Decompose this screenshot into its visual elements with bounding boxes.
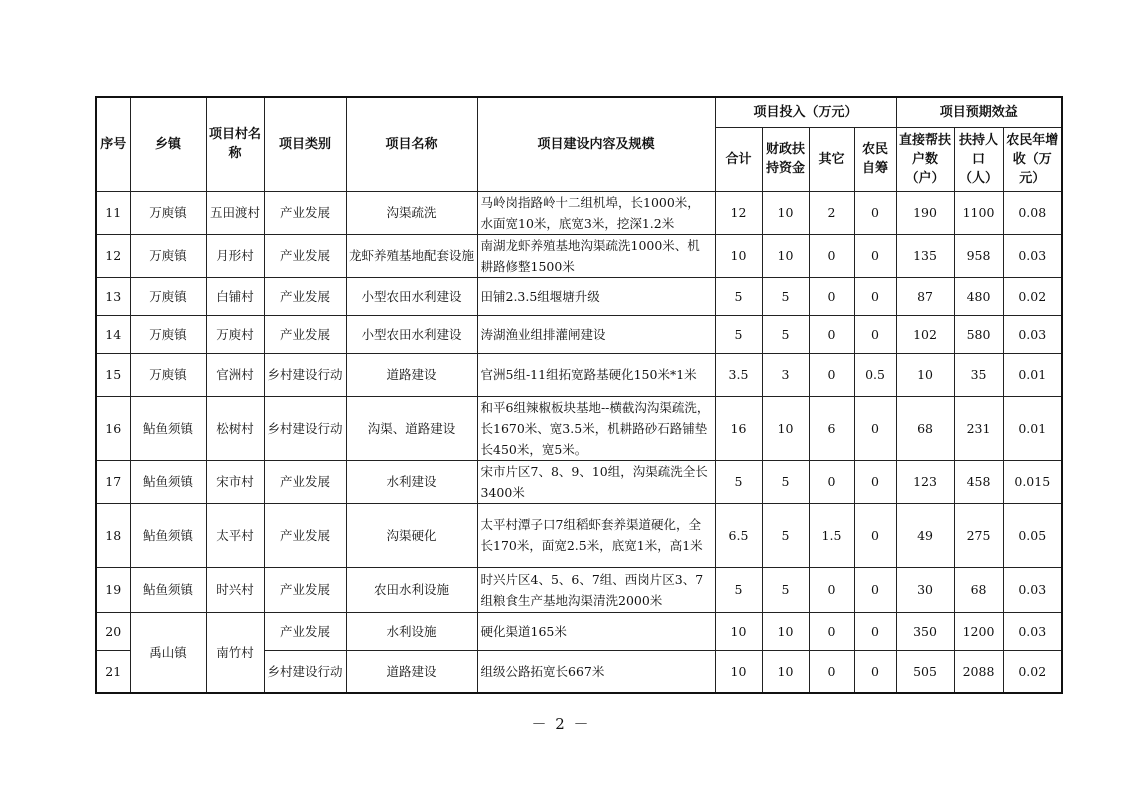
cell-village: 月形村 [206,234,264,277]
cell-total: 16 [715,396,762,460]
cell-farmer: 0 [854,315,896,353]
cell-seq: 12 [96,234,130,277]
cell-category: 产业发展 [264,315,346,353]
cell-village: 南竹村 [206,612,264,693]
cell-fiscal: 10 [762,191,809,234]
cell-content: 宋市片区7、8、9、10组，沟渠疏洗全长3400米 [477,460,715,503]
header-fiscal: 财政扶持资金 [762,127,809,191]
cell-fiscal: 10 [762,612,809,650]
cell-seq: 17 [96,460,130,503]
cell-fiscal: 10 [762,234,809,277]
cell-town: 万庾镇 [130,353,206,396]
cell-income: 0.01 [1003,396,1062,460]
page-number: － 2 － [531,715,591,733]
header-farmer: 农民自筹 [854,127,896,191]
header-other: 其它 [809,127,854,191]
cell-income: 0.015 [1003,460,1062,503]
cell-total: 10 [715,234,762,277]
cell-fiscal: 5 [762,315,809,353]
cell-total: 3.5 [715,353,762,396]
cell-farmer: 0 [854,191,896,234]
cell-population: 35 [954,353,1003,396]
cell-village: 时兴村 [206,567,264,612]
cell-seq: 14 [96,315,130,353]
cell-category: 乡村建设行动 [264,396,346,460]
header-income: 农民年增收（万元） [1003,127,1062,191]
cell-town: 禹山镇 [130,612,206,693]
cell-farmer: 0 [854,277,896,315]
cell-farmer: 0 [854,612,896,650]
cell-content: 硬化渠道165米 [477,612,715,650]
cell-other: 6 [809,396,854,460]
cell-seq: 11 [96,191,130,234]
cell-category: 产业发展 [264,234,346,277]
cell-name: 小型农田水利建设 [346,277,477,315]
cell-town: 鲇鱼须镇 [130,460,206,503]
cell-content: 官洲5组-11组拓宽路基硬化150米*1米 [477,353,715,396]
cell-population: 68 [954,567,1003,612]
cell-name: 道路建设 [346,353,477,396]
cell-other: 2 [809,191,854,234]
cell-households: 123 [896,460,954,503]
header-investment: 项目投入（万元） [715,97,896,127]
table-row [96,503,1062,567]
cell-other: 0 [809,567,854,612]
cell-category: 乡村建设行动 [264,353,346,396]
cell-income: 0.03 [1003,315,1062,353]
header-population: 扶持人口（人） [954,127,1003,191]
header-category: 项目类别 [264,97,346,191]
cell-income: 0.05 [1003,503,1062,567]
cell-income: 0.03 [1003,567,1062,612]
cell-total: 5 [715,277,762,315]
cell-name: 水利设施 [346,612,477,650]
cell-village: 白铺村 [206,277,264,315]
cell-fiscal: 5 [762,277,809,315]
cell-name: 道路建设 [346,650,477,693]
cell-village: 松树村 [206,396,264,460]
cell-town: 万庾镇 [130,191,206,234]
cell-fiscal: 10 [762,396,809,460]
cell-population: 1100 [954,191,1003,234]
cell-village: 宋市村 [206,460,264,503]
cell-seq: 20 [96,612,130,650]
cell-content: 田铺2.3.5组堰塘升级 [477,277,715,315]
cell-seq: 19 [96,567,130,612]
cell-seq: 13 [96,277,130,315]
cell-content: 马岭岗指路岭十二组机埠，长1000米，水面宽10米，底宽3米，挖深1.2米 [477,191,715,234]
cell-income: 0.02 [1003,277,1062,315]
cell-fiscal: 5 [762,460,809,503]
cell-population: 458 [954,460,1003,503]
table-row [96,191,1062,234]
cell-total: 5 [715,567,762,612]
table-row [96,612,1062,650]
cell-other: 0 [809,353,854,396]
cell-name: 水利建设 [346,460,477,503]
table-row [96,396,1062,460]
table-row [96,353,1062,396]
cell-total: 10 [715,612,762,650]
cell-population: 231 [954,396,1003,460]
cell-other: 0 [809,277,854,315]
cell-seq: 15 [96,353,130,396]
header-content: 项目建设内容及规模 [477,97,715,191]
cell-category: 产业发展 [264,277,346,315]
cell-households: 68 [896,396,954,460]
cell-population: 480 [954,277,1003,315]
cell-households: 505 [896,650,954,693]
header-village: 项目村名称 [206,97,264,191]
cell-income: 0.01 [1003,353,1062,396]
cell-town: 鲇鱼须镇 [130,567,206,612]
cell-households: 49 [896,503,954,567]
cell-seq: 16 [96,396,130,460]
cell-category: 产业发展 [264,503,346,567]
cell-total: 5 [715,315,762,353]
project-table [95,96,1063,694]
table-row [96,234,1062,277]
cell-name: 龙虾养殖基地配套设施 [346,234,477,277]
cell-other: 0 [809,234,854,277]
cell-town: 鲇鱼须镇 [130,396,206,460]
cell-content: 组级公路拓宽长667米 [477,650,715,693]
cell-income: 0.02 [1003,650,1062,693]
cell-village: 太平村 [206,503,264,567]
cell-income: 0.08 [1003,191,1062,234]
cell-income: 0.03 [1003,234,1062,277]
cell-other: 0 [809,650,854,693]
cell-households: 135 [896,234,954,277]
cell-other: 0 [809,612,854,650]
cell-name: 农田水利设施 [346,567,477,612]
cell-households: 87 [896,277,954,315]
header-seq: 序号 [96,97,130,191]
cell-other: 0 [809,460,854,503]
cell-village: 五田渡村 [206,191,264,234]
cell-households: 102 [896,315,954,353]
cell-town: 鲇鱼须镇 [130,503,206,567]
cell-farmer: 0.5 [854,353,896,396]
cell-total: 6.5 [715,503,762,567]
cell-village: 官洲村 [206,353,264,396]
cell-farmer: 0 [854,460,896,503]
cell-category: 产业发展 [264,567,346,612]
cell-fiscal: 5 [762,503,809,567]
cell-population: 2088 [954,650,1003,693]
cell-town: 万庾镇 [130,277,206,315]
cell-households: 10 [896,353,954,396]
cell-category: 产业发展 [264,191,346,234]
cell-content: 南湖龙虾养殖基地沟渠疏洗1000米、机耕路修整1500米 [477,234,715,277]
table-row [96,460,1062,503]
cell-income: 0.03 [1003,612,1062,650]
header-name: 项目名称 [346,97,477,191]
table-row [96,277,1062,315]
cell-content: 涛湖渔业组排灌闸建设 [477,315,715,353]
cell-total: 10 [715,650,762,693]
cell-seq: 21 [96,650,130,693]
header-total: 合计 [715,127,762,191]
cell-fiscal: 3 [762,353,809,396]
cell-other: 1.5 [809,503,854,567]
cell-total: 5 [715,460,762,503]
cell-content: 太平村潭子口7组稻虾套养渠道硬化，全长170米，面宽2.5米，底宽1米，高1米 [477,503,715,567]
cell-farmer: 0 [854,503,896,567]
header-households: 直接帮扶户数（户） [896,127,954,191]
cell-households: 350 [896,612,954,650]
cell-other: 0 [809,315,854,353]
table-row [96,315,1062,353]
cell-households: 30 [896,567,954,612]
header-benefit: 项目预期效益 [896,97,1062,127]
cell-seq: 18 [96,503,130,567]
cell-category: 产业发展 [264,460,346,503]
cell-farmer: 0 [854,234,896,277]
cell-name: 沟渠疏洗 [346,191,477,234]
cell-fiscal: 10 [762,650,809,693]
cell-population: 1200 [954,612,1003,650]
cell-population: 580 [954,315,1003,353]
cell-farmer: 0 [854,650,896,693]
cell-farmer: 0 [854,567,896,612]
cell-total: 12 [715,191,762,234]
cell-content: 时兴片区4、5、6、7组、西岗片区3、7组粮食生产基地沟渠清洗2000米 [477,567,715,612]
cell-content: 和平6组辣椒板块基地--横截沟沟渠疏洗，长1670米、宽3.5米，机耕路砂石路铺垫长450米，宽5米。 [477,396,715,460]
cell-name: 沟渠硬化 [346,503,477,567]
cell-town: 万庾镇 [130,234,206,277]
cell-fiscal: 5 [762,567,809,612]
header-town: 乡镇 [130,97,206,191]
cell-population: 958 [954,234,1003,277]
cell-farmer: 0 [854,396,896,460]
cell-village: 万庾村 [206,315,264,353]
table-row [96,567,1062,612]
cell-category: 乡村建设行动 [264,650,346,693]
cell-name: 沟渠、道路建设 [346,396,477,460]
cell-town: 万庾镇 [130,315,206,353]
cell-name: 小型农田水利建设 [346,315,477,353]
cell-population: 275 [954,503,1003,567]
cell-category: 产业发展 [264,612,346,650]
cell-households: 190 [896,191,954,234]
